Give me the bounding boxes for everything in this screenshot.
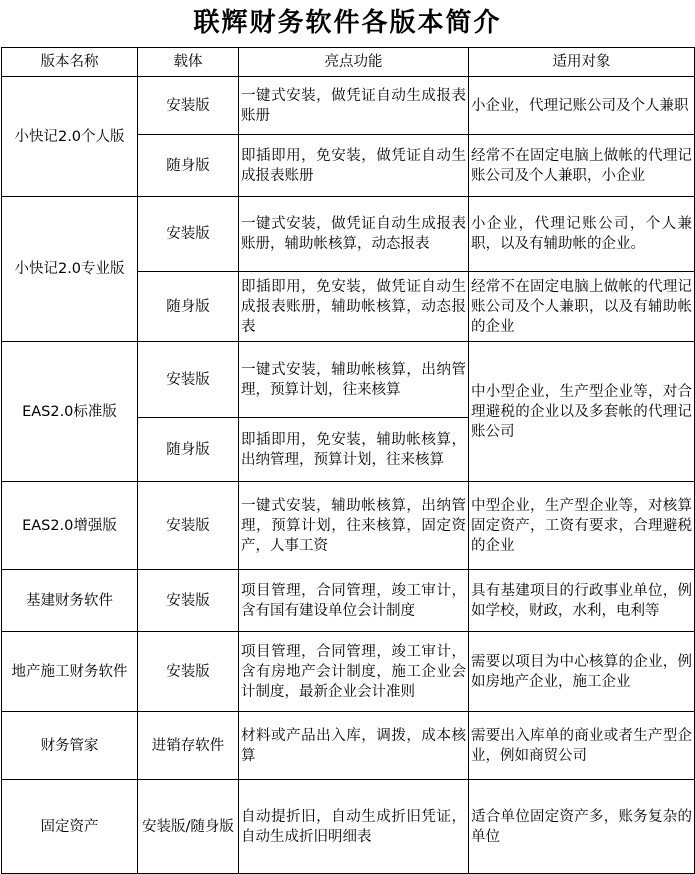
table-row — [2, 570, 695, 632]
target: 小企业，代理记账公司及个人兼职 — [469, 77, 695, 135]
version-name: 基建财务软件 — [2, 570, 138, 632]
table-row — [2, 77, 695, 135]
target: 具有基建项目的行政事业单位，例如学校，财政，水利，电利等 — [469, 570, 695, 632]
target: 需要以项目为中心核算的企业，例如房地产企业，施工企业 — [469, 632, 695, 712]
target: 需要出入库单的商业或者生产型企业，例如商贸公司 — [469, 712, 695, 780]
header-name: 版本名称 — [2, 48, 138, 77]
version-name: EAS2.0增强版 — [2, 482, 138, 570]
carrier: 安装版 — [138, 570, 239, 632]
features: 项目管理，合同管理，竣工审计，含有国有建设单位会计制度 — [239, 570, 469, 632]
version-name: 财务管家 — [2, 712, 138, 780]
carrier: 安装版 — [138, 482, 239, 570]
features: 材料或产品出入库，调拨，成本核算 — [239, 712, 469, 780]
table-row — [2, 632, 695, 712]
header-target: 适用对象 — [469, 48, 695, 77]
table-row — [2, 482, 695, 570]
target: 小企业，代理记账公司，个人兼职，以及有辅助帐的企业。 — [469, 197, 695, 272]
carrier: 随身版 — [138, 135, 239, 197]
carrier: 进销存软件 — [138, 712, 239, 780]
version-name: 固定资产 — [2, 780, 138, 874]
version-name: 小快记2.0专业版 — [2, 197, 138, 342]
table-row — [2, 780, 695, 874]
features: 自动提折旧，自动生成折旧凭证，自动生成折旧明细表 — [239, 780, 469, 874]
carrier: 随身版 — [138, 272, 239, 342]
features: 项目管理，合同管理，竣工审计，含有房地产会计制度，施工企业会计制度，最新企业会计准则 — [239, 632, 469, 712]
features: 即插即用，免安装，做凭证自动生成报表账册 — [239, 135, 469, 197]
version-name: 地产施工财务软件 — [2, 632, 138, 712]
carrier: 安装版 — [138, 632, 239, 712]
header-features: 亮点功能 — [239, 48, 469, 77]
table-row — [2, 197, 695, 272]
target: 中小型企业，生产型企业等，对合理避税的企业以及多套帐的代理记账公司 — [469, 342, 695, 482]
version-name: 小快记2.0个人版 — [2, 77, 138, 197]
carrier: 安装版 — [138, 342, 239, 418]
features: 即插即用，免安装，辅助帐核算，出纳管理，预算计划，往来核算 — [239, 418, 469, 482]
target: 经常不在固定电脑上做帐的代理记账公司及个人兼职，以及有辅助帐的企业 — [469, 272, 695, 342]
features: 一键式安装，做凭证自动生成报表账册 — [239, 77, 469, 135]
carrier: 安装版 — [138, 77, 239, 135]
carrier: 随身版 — [138, 418, 239, 482]
features: 即插即用，免安装，做凭证自动生成报表账册，辅助帐核算，动态报表 — [239, 272, 469, 342]
table-row — [2, 712, 695, 780]
target: 经常不在固定电脑上做帐的代理记账公司及个人兼职，小企业 — [469, 135, 695, 197]
features: 一键式安装，辅助帐核算，出纳管理，预算计划，往来核算，固定资产，人事工资 — [239, 482, 469, 570]
carrier: 安装版/随身版 — [138, 780, 239, 874]
table-row — [2, 342, 695, 418]
header-row — [2, 48, 695, 77]
target: 适合单位固定资产多，账务复杂的单位 — [469, 780, 695, 874]
features: 一键式安装，做凭证自动生成报表账册，辅助帐核算，动态报表 — [239, 197, 469, 272]
version-name: EAS2.0标准版 — [2, 342, 138, 482]
carrier: 安装版 — [138, 197, 239, 272]
page-title: 联辉财务软件各版本简介 — [193, 8, 502, 38]
target: 中型企业，生产型企业等，对核算固定资产，工资有要求，合理避税的企业 — [469, 482, 695, 570]
header-carrier: 载体 — [138, 48, 239, 77]
features: 一键式安装，辅助帐核算，出纳管理，预算计划，往来核算 — [239, 342, 469, 418]
version-table — [1, 47, 695, 874]
